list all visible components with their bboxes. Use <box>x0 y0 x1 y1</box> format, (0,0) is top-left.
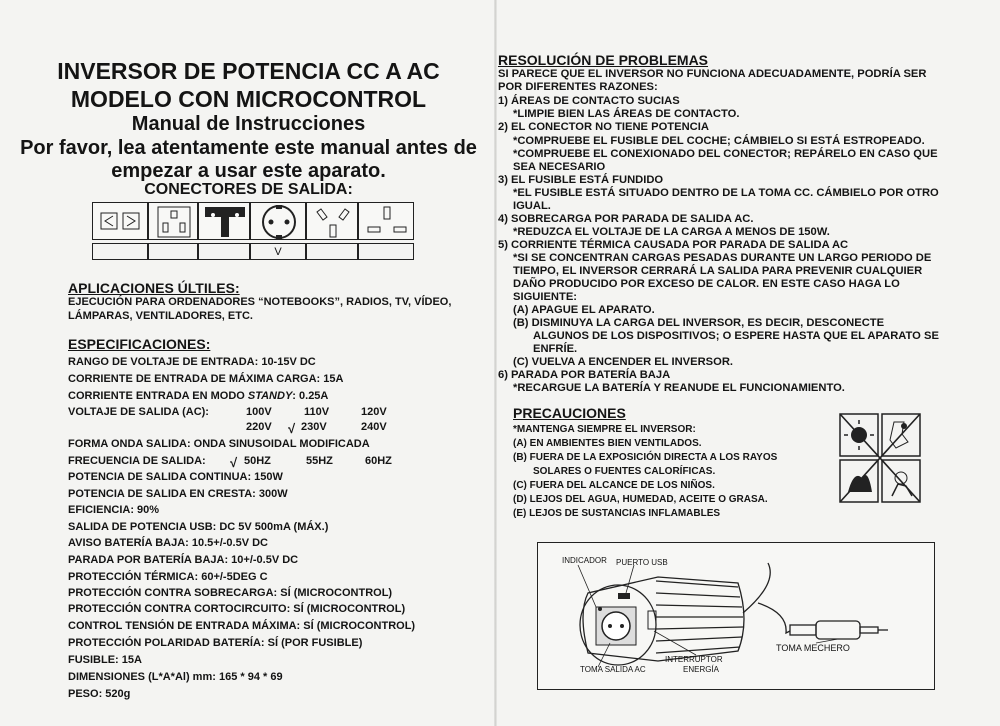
spec-polarity: PROTECCIÓN POLARIDAD BATERÍA: SÍ (POR FUSIBLE) <box>68 637 363 649</box>
item-4: 4) SOBRECARGA POR PARADA DE SALIDA AC. <box>498 213 754 225</box>
connector-check-cell <box>92 243 148 260</box>
voltage-220: 220V <box>246 421 272 433</box>
title-line-2: MODELO CON MICROCONTROL <box>70 86 427 112</box>
item-2-b1: *COMPRUEBE EL CONEXIONADO DEL CONECTOR; REPÁRELO EN CASO QUE <box>513 148 938 160</box>
spec-fuse: FUSIBLE: 15A <box>68 654 142 666</box>
voltage-230: 230V <box>301 421 327 433</box>
prec-intro: *MANTENGA SIEMPRE EL INVERSOR: <box>513 424 696 435</box>
item-5-a4: SIGUIENTE: <box>513 291 578 303</box>
connector-types <box>92 202 414 240</box>
item-5-B3: ENFRÍE. <box>533 343 578 355</box>
item-2: 2) EL CONECTOR NO TIENE POTENCIA <box>498 121 709 133</box>
item-4-a: *REDUZCA EL VOLTAJE DE LA CARGA A MENOS DE 150W. <box>513 226 830 238</box>
socket-australia-icon <box>307 203 359 241</box>
spec-output-voltage-label: VOLTAJE DE SALIDA (AC): <box>68 406 209 418</box>
item-5-A: (A) APAGUE EL APARATO. <box>513 304 655 316</box>
connector-check-cell <box>358 243 414 260</box>
spec-standby <box>68 390 328 402</box>
item-5-B1: (B) DISMINUYA LA CARGA DEL INVERSOR, ES DECIR, DESCONECTE <box>513 317 885 329</box>
spec-input-current: CORRIENTE DE ENTRADA DE MÁXIMA CARGA: 15A <box>68 373 344 385</box>
frequency-50: 50HZ <box>244 455 271 467</box>
item-5: 5) CORRIENTE TÉRMICA CAUSADA POR PARADA DE SALIDA AC <box>498 239 849 251</box>
prec-d: (D) LEJOS DEL AGUA, HUMEDAD, ACEITE O GRASA. <box>513 494 768 505</box>
socket-bs-icon <box>359 203 415 241</box>
item-2-b2: SEA NECESARIO <box>513 161 606 173</box>
socket-type-1 <box>92 202 148 240</box>
spec-standby-suffix: : 0.25A <box>292 390 329 402</box>
applications-heading: APLICACIONES ÚLTILES: <box>68 280 240 296</box>
item-6-a: *RECARGUE LA BATERÍA Y REANUDE EL FUNCIONAMIENTO. <box>513 382 845 394</box>
spec-input-range: RANGO DE VOLTAJE DE ENTRADA: 10-15V DC <box>68 356 316 368</box>
precaution-warning-icons <box>838 412 922 504</box>
frequency-55: 55HZ <box>306 455 333 467</box>
item-5-a2: TIEMPO, EL INVERSOR CERRARÁ LA SALIDA PARA PREVENIR CUALQUIER <box>513 265 923 277</box>
prec-c: (C) FUERA DEL ALCANCE DE LOS NIÑOS. <box>513 480 715 491</box>
spec-low-battery-shutdown: PARADA POR BATERÍA BAJA: 10+/-0.5V DC <box>68 554 299 566</box>
specs-heading: ESPECIFICACIONES: <box>68 336 211 352</box>
prec-b2: SOLARES O FUENTES CALORÍFICAS. <box>533 466 716 477</box>
item-6: 6) PARADA POR BATERÍA BAJA <box>498 369 671 381</box>
manual-title: Manual de Instrucciones <box>131 113 366 135</box>
frequency-check-mark: √ <box>230 455 238 470</box>
voltage-240: 240V <box>361 421 387 433</box>
precautions-heading: PRECAUCIONES <box>513 405 626 421</box>
spec-standby-prefix: CORRIENTE ENTRADA EN MODO <box>68 390 248 402</box>
connector-check-cell <box>148 243 198 260</box>
voltage-100: 100V <box>246 406 272 418</box>
prec-e: (E) LEJOS DE SUSTANCIAS INFLAMABLES <box>513 508 721 519</box>
label-power-switch-2: ENERGÍA <box>683 665 720 674</box>
connector-selection-row <box>92 243 414 260</box>
spec-dimensions: DIMENSIONES (L*A*Al) mm: 165 * 94 * 69 <box>68 671 283 683</box>
spec-frequency-label: FRECUENCIA DE SALIDA: <box>68 455 206 467</box>
spec-short-circuit: PROTECCIÓN CONTRA CORTOCIRCUITO: SÍ (MICROCONTROL) <box>68 603 406 615</box>
spec-overload: PROTECCIÓN CONTRA SOBRECARGA: SÍ (MICROCONTROL) <box>68 587 393 599</box>
left-page <box>0 0 497 726</box>
socket-type-4-schuko <box>250 202 306 240</box>
voltage-120: 120V <box>361 406 387 418</box>
voltage-check-mark: √ <box>288 421 296 436</box>
spec-thermal: PROTECCIÓN TÉRMICA: 60+/-5DEG C <box>68 571 268 583</box>
spec-waveform: FORMA ONDA SALIDA: ONDA SINUSOIDAL MODIFICADA <box>68 438 370 450</box>
item-2-a: *COMPRUEBE EL FUSIBLE DEL COCHE; CÁMBIELO SI ESTÁ ESTROPEADO. <box>513 135 925 147</box>
item-5-C: (C) VUELVA A ENCENDER EL INVERSOR. <box>513 356 734 368</box>
spec-peak-power: POTENCIA DE SALIDA EN CRESTA: 300W <box>68 488 288 500</box>
prec-a: (A) EN AMBIENTES BIEN VENTILADOS. <box>513 438 702 449</box>
applications-line-1: EJECUCIÓN PARA ORDENADORES “NOTEBOOKS”, RADIOS, TV, VÍDEO, <box>68 296 452 308</box>
notice-line-2: empezar a usar este aparato. <box>111 160 386 182</box>
socket-type-5 <box>306 202 358 240</box>
socket-uk-icon <box>149 203 199 241</box>
label-lighter-plug: TOMA MECHERO <box>776 643 850 653</box>
socket-type-6 <box>358 202 414 240</box>
intro-line-1: SI PARECE QUE EL INVERSOR NO FUNCIONA ADECUADAMENTE, PODRÍA SER <box>498 68 927 80</box>
socket-type-2 <box>148 202 198 240</box>
connector-check-cell <box>198 243 250 260</box>
spec-continuous-power: POTENCIA DE SALIDA CONTINUA: 150W <box>68 471 283 483</box>
inverter-diagram <box>537 542 935 690</box>
item-1: 1) ÁREAS DE CONTACTO SUCIAS <box>498 95 680 107</box>
prec-b1: (B) FUERA DE LA EXPOSICIÓN DIRECTA A LOS RAYOS <box>513 452 778 463</box>
intro-line-2: POR DIFERENTES RAZONES: <box>498 81 658 93</box>
item-3-a2: IGUAL. <box>513 200 551 212</box>
spec-standby-word: STANDY <box>247 390 293 402</box>
item-5-a1: *SI SE CONCENTRAN CARGAS PESADAS DURANTE UN LARGO PERIODO DE <box>513 252 932 264</box>
frequency-60: 60HZ <box>365 455 392 467</box>
spec-usb: SALIDA DE POTENCIA USB: DC 5V 500mA (MÁX.) <box>68 521 329 533</box>
socket-schuko-icon <box>251 203 307 241</box>
spec-weight: PESO: 520g <box>68 688 131 700</box>
label-indicator: INDICADOR <box>562 556 607 565</box>
socket-flat-pins-icon <box>93 203 149 241</box>
connectors-heading: CONECTORES DE SALIDA: <box>144 181 353 198</box>
spec-max-voltage: CONTROL TENSIÓN DE ENTRADA MÁXIMA: SÍ (MICROCONTROL) <box>68 620 416 632</box>
connector-check-cell <box>306 243 358 260</box>
label-usb-port: PUERTO USB <box>616 558 668 567</box>
title-line-1: INVERSOR DE POTENCIA CC A AC <box>57 58 440 84</box>
socket-usa-icon <box>199 203 251 241</box>
precaution-pictograms <box>838 412 922 504</box>
notice-line-1: Por favor, lea atentamente este manual antes de <box>20 137 477 159</box>
troubleshooting-heading: RESOLUCIÓN DE PROBLEMAS <box>498 52 709 68</box>
socket-type-3 <box>198 202 250 240</box>
item-5-a3: DAÑO PRODUCIDO POR EXCESO DE CALOR. EN ESTE CASO HAGA LO <box>513 278 900 290</box>
item-1-a: *LIMPIE BIEN LAS ÁREAS DE CONTACTO. <box>513 108 740 120</box>
connector-check-mark: V <box>250 243 306 260</box>
applications-line-2: LÁMPARAS, VENTILADORES, ETC. <box>68 310 253 322</box>
spec-efficiency: EFICIENCIA: 90% <box>68 504 160 516</box>
spec-low-battery-alarm: AVISO BATERÍA BAJA: 10.5+/-0.5V DC <box>68 537 268 549</box>
voltage-110: 110V <box>304 406 330 418</box>
label-ac-outlet: TOMA SALIDA AC <box>580 665 646 674</box>
item-5-B2: ALGUNOS DE LOS DISPOSITIVOS; O ESPERE HASTA QUE EL APARATO SE <box>533 330 939 342</box>
item-3-a1: *EL FUSIBLE ESTÁ SITUADO DENTRO DE LA TOMA CC. CÁMBIELO POR OTRO <box>513 187 939 199</box>
label-power-switch-1: INTERRUPTOR <box>665 655 723 664</box>
item-3: 3) EL FUSIBLE ESTÁ FUNDIDO <box>498 174 664 186</box>
